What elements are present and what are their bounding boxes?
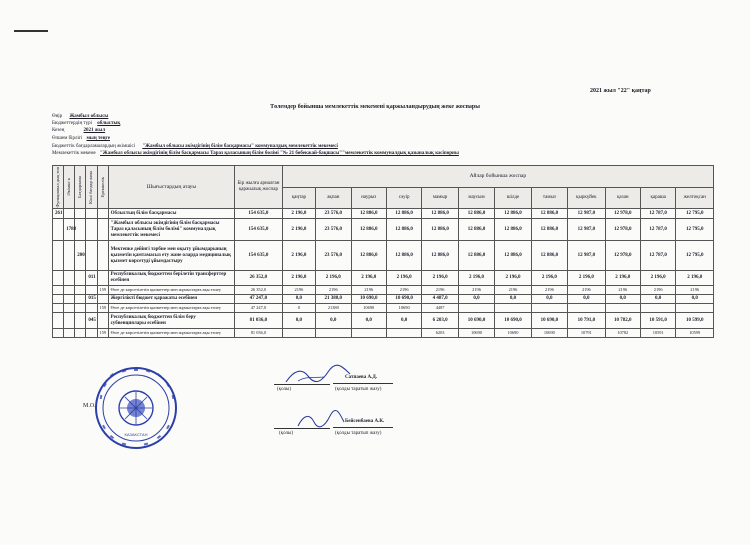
svg-text:КАЗАКСТАН: КАЗАКСТАН	[124, 432, 148, 437]
month-value-cell: 2196	[316, 286, 351, 295]
meta-budget-type: Бюджеттердің түрі облыстық	[52, 121, 121, 126]
code-cell	[53, 241, 64, 271]
month-value-cell: 0,0	[495, 295, 531, 304]
code-cell: 1788	[64, 219, 75, 241]
code-cell	[97, 241, 108, 271]
col-header-functional-group: Функционал дық топ	[53, 166, 64, 209]
month-value-cell: 2 196,0	[282, 241, 315, 271]
month-value-cell: 12 886,0	[531, 209, 567, 219]
month-value-cell	[531, 304, 567, 313]
month-value-cell: 2 196,0	[282, 209, 315, 219]
month-value-cell: 2196	[531, 286, 567, 295]
decoded-label-1: (қолды таратып жазу)	[335, 387, 382, 392]
month-value-cell: 10591	[640, 329, 675, 338]
official-seal-stamp	[94, 366, 178, 450]
month-value-cell: 0,0	[282, 313, 315, 329]
code-cell	[75, 329, 86, 338]
expense-name-cell: Республикалық бюджеттен берілетін трансферттер есебінен	[108, 271, 235, 286]
code-cell: 015	[86, 295, 97, 304]
month-value-cell: 0,0	[458, 295, 494, 304]
month-value-cell	[458, 304, 494, 313]
month-value-cell: 2 196,0	[316, 271, 351, 286]
col-header-annual-total: Бір жылға арналған қаржылық жоспар	[235, 166, 283, 209]
expense-name-cell: Жергілікті бюджет қаражаты есебінен	[108, 295, 235, 304]
month-value-cell	[676, 304, 714, 313]
month-value-cell: 12 978,0	[605, 219, 640, 241]
col-header-specific: Ерекшелік	[97, 166, 108, 209]
month-value-cell: 2 196,0	[568, 271, 605, 286]
month-header: ақпан	[316, 187, 351, 209]
document-title: Төлемдер бойынша мемлекеттік мекемені қаржыландырудың жеке жоспары	[270, 104, 480, 110]
signer-name-1: Сатпаева А.Д.	[345, 375, 378, 380]
month-value-cell: 2196	[422, 286, 458, 295]
expense-name-cell: Мектепке дейінгі тәрбие мен оқыту ұйымдарының қызметін қамтамасыз ету және оларда медициналық қызмет көрсетуді ұйымдастыру	[108, 241, 235, 271]
meta-region: Өңір Жамбыл облысы	[52, 114, 109, 119]
annual-total-cell: 154 635,0	[235, 219, 283, 241]
month-value-cell: 2196	[605, 286, 640, 295]
code-cell	[97, 313, 108, 329]
month-value-cell: 12 886,0	[422, 209, 458, 219]
month-value-cell: 4 487,0	[422, 295, 458, 304]
month-value-cell: 12 886,0	[386, 219, 421, 241]
code-cell	[86, 329, 97, 338]
month-value-cell: 21380	[316, 304, 351, 313]
table-row	[53, 304, 714, 313]
financing-plan-table	[52, 165, 714, 338]
month-value-cell: 10690	[495, 329, 531, 338]
annual-total-cell: 81 036,0	[235, 329, 283, 338]
month-value-cell: 0	[282, 304, 315, 313]
month-value-cell: 12 886,0	[495, 209, 531, 219]
month-value-cell: 23 576,0	[316, 209, 351, 219]
month-value-cell: 10690	[458, 329, 494, 338]
table-row	[53, 329, 714, 338]
month-value-cell: 0,0	[531, 295, 567, 304]
annual-total-cell: 26 352,0	[235, 286, 283, 295]
month-header: наурыз	[351, 187, 386, 209]
signature-label-1: (қолы)	[277, 387, 292, 392]
month-value-cell: 2 196,0	[495, 271, 531, 286]
month-header: қаңтар	[282, 187, 315, 209]
month-value-cell: 2 196,0	[458, 271, 494, 286]
month-value-cell: 2196	[568, 286, 605, 295]
code-cell	[53, 295, 64, 304]
code-cell	[75, 295, 86, 304]
month-value-cell: 2196	[282, 286, 315, 295]
annual-total-cell: 47 247,0	[235, 304, 283, 313]
month-header: сәуір	[386, 187, 421, 209]
month-value-cell: 10690	[386, 304, 421, 313]
month-value-cell: 12 886,0	[531, 219, 567, 241]
table-row	[53, 219, 714, 241]
meta-unit: Өлшем бірлігі мың теңге	[52, 136, 110, 141]
code-cell	[53, 313, 64, 329]
table-row	[53, 295, 714, 304]
table-row	[53, 286, 714, 295]
month-header: желтоқсан	[676, 187, 714, 209]
month-value-cell: 2196	[458, 286, 494, 295]
month-value-cell	[495, 304, 531, 313]
month-value-cell: 12 787,0	[640, 241, 675, 271]
code-cell: 261	[53, 209, 64, 219]
month-header: мамыр	[422, 187, 458, 209]
month-value-cell: 4487	[422, 304, 458, 313]
code-cell	[64, 295, 75, 304]
table-header-row	[53, 166, 714, 188]
month-value-cell: 12 886,0	[531, 241, 567, 271]
col-header-expense-name: Шығыстардың атауы	[108, 166, 235, 209]
code-cell: 200	[75, 241, 86, 271]
month-header: қараша	[640, 187, 675, 209]
month-value-cell: 12 987,0	[568, 209, 605, 219]
table-row	[53, 209, 714, 219]
month-value-cell: 0,0	[568, 295, 605, 304]
scan-artifact-line	[14, 30, 48, 32]
annual-total-cell: 154 635,0	[235, 209, 283, 219]
code-cell	[64, 286, 75, 295]
table-body	[53, 209, 714, 338]
code-cell	[75, 286, 86, 295]
code-cell	[64, 304, 75, 313]
month-value-cell: 10791	[568, 329, 605, 338]
col-header-subprogram: Кіші бағдар лама	[86, 166, 97, 209]
annual-total-cell: 26 352,0	[235, 271, 283, 286]
month-value-cell	[351, 329, 386, 338]
month-value-cell: 12 886,0	[458, 219, 494, 241]
month-value-cell: 12 795,0	[676, 241, 714, 271]
code-cell	[86, 304, 97, 313]
month-value-cell: 10 591,0	[640, 313, 675, 329]
month-value-cell: 10 690,0	[495, 313, 531, 329]
decoded-label-2: (қолды таратып жазу)	[335, 431, 382, 436]
month-value-cell: 12 886,0	[495, 241, 531, 271]
col-header-months-group: Айлар бойынша жоспар	[282, 166, 713, 188]
month-value-cell: 12 787,0	[640, 209, 675, 219]
seal-place-mark: М.О.	[83, 403, 96, 409]
month-value-cell: 0,0	[676, 295, 714, 304]
expense-name-cell: Республикалық бюджеттен білім беру субвенциялары есебінен	[108, 313, 235, 329]
annual-total-cell: 154 635,0	[235, 241, 283, 271]
month-value-cell: 10690	[531, 329, 567, 338]
code-cell	[97, 295, 108, 304]
expense-name-cell: Облыстың білім басқармасы	[108, 209, 235, 219]
table-row	[53, 241, 714, 271]
month-value-cell: 10 690,0	[458, 313, 494, 329]
month-value-cell: 2 196,0	[640, 271, 675, 286]
code-cell	[75, 219, 86, 241]
month-value-cell: 0,0	[605, 295, 640, 304]
month-value-cell: 12 886,0	[422, 219, 458, 241]
col-header-program: Бағдарлама	[75, 166, 86, 209]
month-value-cell: 0,0	[386, 313, 421, 329]
month-value-cell: 2 196,0	[282, 219, 315, 241]
code-cell	[53, 304, 64, 313]
code-cell	[86, 219, 97, 241]
code-cell: 159	[97, 286, 108, 295]
month-value-cell: 10782	[605, 329, 640, 338]
month-value-cell	[282, 329, 315, 338]
code-cell	[53, 286, 64, 295]
code-cell	[86, 209, 97, 219]
code-cell	[75, 209, 86, 219]
month-value-cell: 2196	[386, 286, 421, 295]
month-value-cell: 10599	[676, 329, 714, 338]
month-value-cell: 0,0	[351, 313, 386, 329]
code-cell	[53, 271, 64, 286]
month-value-cell: 12 886,0	[495, 219, 531, 241]
month-value-cell: 10 690,0	[351, 295, 386, 304]
month-value-cell: 12 987,0	[568, 241, 605, 271]
month-header: маусым	[458, 187, 494, 209]
month-value-cell: 2196	[351, 286, 386, 295]
month-value-cell: 12 886,0	[351, 209, 386, 219]
col-header-administrator: Әкімші к	[64, 166, 75, 209]
meta-institution: Мемлекеттік мекеме "Жамбыл облысы әкімдігінің білім басқармасы Тараз қаласының білім бөлімі "№ 21 бөбекжай-бақшасы""мемлекеттік коммуналдық қазыналық кәсіпорны	[52, 151, 459, 156]
month-value-cell: 2 196,0	[676, 271, 714, 286]
month-value-cell: 12 795,0	[676, 209, 714, 219]
expense-name-cell: "Жамбыл облысы әкімдігінің білім басқармасы Тараз қаласының білім бөлімі" коммуналдық мемлекеттік мекемесі	[108, 219, 235, 241]
month-value-cell: 12 886,0	[386, 209, 421, 219]
month-value-cell: 23 576,0	[316, 241, 351, 271]
month-value-cell: 12 978,0	[605, 209, 640, 219]
month-value-cell: 12 886,0	[351, 241, 386, 271]
month-value-cell	[640, 304, 675, 313]
code-cell	[75, 304, 86, 313]
month-header: қазан	[605, 187, 640, 209]
month-value-cell: 10 599,0	[676, 313, 714, 329]
month-value-cell: 12 795,0	[676, 219, 714, 241]
month-value-cell: 0,0	[316, 313, 351, 329]
code-cell: 045	[86, 313, 97, 329]
month-value-cell: 0,0	[640, 295, 675, 304]
month-value-cell	[386, 329, 421, 338]
month-value-cell: 0,0	[282, 295, 315, 304]
annual-total-cell: 81 036,0	[235, 313, 283, 329]
month-value-cell: 12 787,0	[640, 219, 675, 241]
code-cell	[64, 241, 75, 271]
expense-name-cell: Өзге де көрсетілетін қызметтер мен жұмыстарға ақы төлеу	[108, 286, 235, 295]
meta-period: Кезең 2021 жыл	[52, 128, 106, 133]
month-value-cell: 10 782,0	[605, 313, 640, 329]
month-value-cell: 6203	[422, 329, 458, 338]
code-cell	[97, 209, 108, 219]
month-value-cell: 2 196,0	[531, 271, 567, 286]
month-value-cell: 12 886,0	[351, 219, 386, 241]
table-row	[53, 271, 714, 286]
month-value-cell: 12 886,0	[458, 241, 494, 271]
expense-name-cell: Өзге де көрсетілетін қызметтер мен жұмыстарға ақы төлеу	[108, 329, 235, 338]
month-value-cell: 2 196,0	[422, 271, 458, 286]
code-cell: 159	[97, 304, 108, 313]
code-cell	[86, 286, 97, 295]
month-value-cell: 23 576,0	[316, 219, 351, 241]
signature-label-2: (қолы)	[279, 431, 294, 436]
code-cell	[53, 219, 64, 241]
month-value-cell: 12 987,0	[568, 219, 605, 241]
month-header: шілде	[495, 187, 531, 209]
code-cell	[53, 329, 64, 338]
month-header: тамыз	[531, 187, 567, 209]
month-value-cell: 12 886,0	[386, 241, 421, 271]
code-cell	[97, 219, 108, 241]
signer-name-2: Бейсенбаева А.К.	[345, 419, 385, 424]
code-cell	[86, 241, 97, 271]
month-value-cell: 2 196,0	[605, 271, 640, 286]
month-value-cell	[568, 304, 605, 313]
month-value-cell: 2196	[495, 286, 531, 295]
month-value-cell: 10 690,0	[531, 313, 567, 329]
month-value-cell: 10690	[351, 304, 386, 313]
code-cell	[97, 271, 108, 286]
month-value-cell: 10 690,0	[386, 295, 421, 304]
month-value-cell: 12 886,0	[458, 209, 494, 219]
month-value-cell: 2 196,0	[282, 271, 315, 286]
month-value-cell: 12 886,0	[422, 241, 458, 271]
table-row	[53, 313, 714, 329]
code-cell	[64, 209, 75, 219]
document-date: 2021 жыл "22" қаңтар	[590, 88, 651, 94]
month-header: қыркүйек	[568, 187, 605, 209]
code-cell: 159	[97, 329, 108, 338]
month-value-cell: 2196	[640, 286, 675, 295]
code-cell	[64, 313, 75, 329]
code-cell	[64, 329, 75, 338]
code-cell	[75, 313, 86, 329]
month-value-cell: 2 196,0	[351, 271, 386, 286]
month-value-cell: 12 978,0	[605, 241, 640, 271]
month-value-cell: 21 380,0	[316, 295, 351, 304]
meta-admin: Бюджеттік бағдарламалардың әкімшісі "Жамбыл облысы әкімдігінің білім басқармасы" коммуналдық мемлекеттік мекемесі	[52, 144, 338, 149]
month-value-cell: 2196	[676, 286, 714, 295]
annual-total-cell: 47 247,0	[235, 295, 283, 304]
month-value-cell: 2 196,0	[386, 271, 421, 286]
expense-name-cell: Өзге де көрсетілетін қызметтер мен жұмыстарға ақы төлеу	[108, 304, 235, 313]
code-cell	[75, 271, 86, 286]
code-cell: 011	[86, 271, 97, 286]
month-value-cell	[605, 304, 640, 313]
code-cell	[64, 271, 75, 286]
month-value-cell: 10 791,0	[568, 313, 605, 329]
month-value-cell	[316, 329, 351, 338]
month-value-cell: 6 203,0	[422, 313, 458, 329]
